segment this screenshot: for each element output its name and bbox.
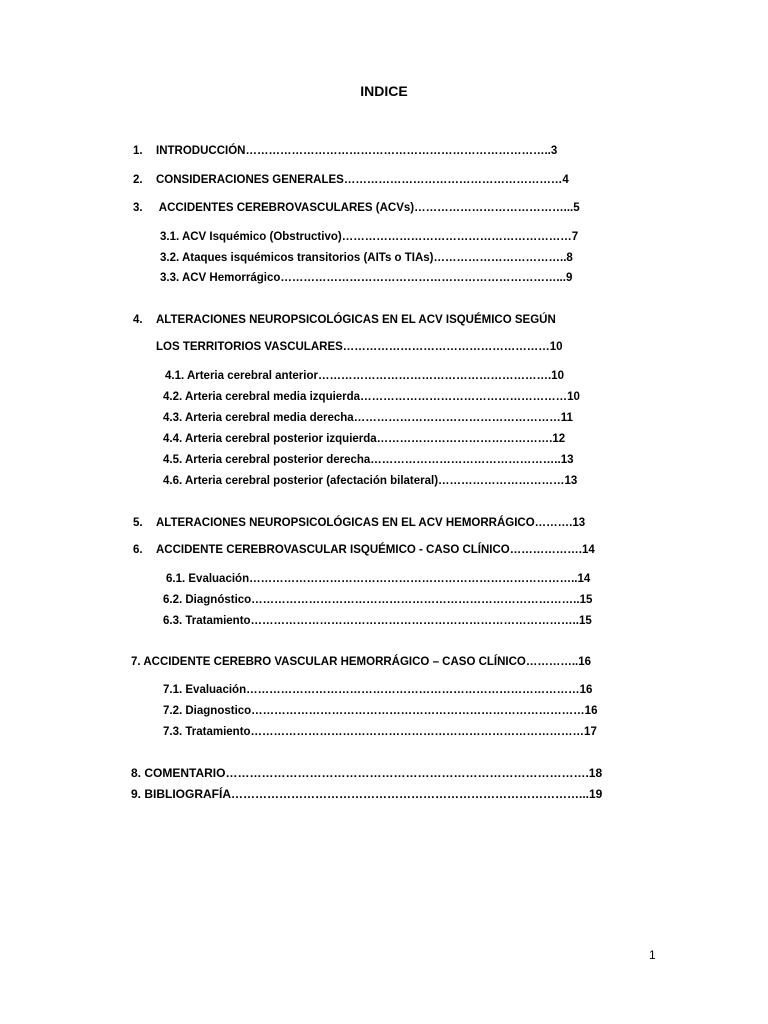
toc-entry-7	[131, 654, 591, 670]
toc-entry-text: 7.3. Tratamiento……………………………………………………………………………17	[163, 726, 597, 738]
toc-entry-text: ACCIDENTES CEREBROVASCULARES (ACVs)…………………………………...5	[156, 202, 580, 214]
toc-entry-text: 8. COMENTARIO……………………………………………………………………………….18	[131, 766, 603, 780]
toc-entry-2	[133, 172, 569, 188]
toc-entry-7-3	[163, 724, 597, 740]
toc-entry-4-6	[163, 473, 577, 489]
toc-entry-text: INTRODUCCIÓN……………………………………………………………………..3	[156, 145, 558, 157]
toc-entry-text: 4.3. Arteria cerebral media derecha………………………………………………11	[163, 412, 573, 424]
toc-entry-3-1	[160, 229, 578, 245]
toc-entry-number: 2.	[133, 174, 143, 186]
toc-entry-7-1	[163, 682, 592, 698]
toc-entry-3-3	[160, 270, 572, 286]
page-number: 1	[649, 948, 656, 962]
toc-entry-text: ACCIDENTE CEREBROVASCULAR ISQUÉMICO - CASO CLÍNICO……………….14	[156, 544, 595, 556]
toc-entry-text: 6.3. Tratamiento…………………………………………………………………………..15	[163, 615, 592, 627]
toc-entry-text: 4.2. Arteria cerebral media izquierda………………………………………………10	[163, 391, 580, 403]
page-title: INDICE	[360, 83, 408, 99]
toc-entry-text: 7. ACCIDENTE CEREBRO VASCULAR HEMORRÁGICO – CASO CLÍNICO…………..16	[131, 656, 592, 668]
toc-entry-text: 6.2. Diagnóstico…………………………………………………………………………..15	[163, 594, 593, 606]
toc-entry-text: 3.1. ACV Isquémico (Obstructivo)……………………………………………………7	[160, 231, 579, 243]
toc-entry-3-2	[160, 250, 573, 266]
toc-entry-4-2	[163, 389, 580, 405]
toc-entry-number: 6.	[133, 544, 143, 556]
toc-entry-text: ALTERACIONES NEUROPSICOLÓGICAS EN EL ACV HEMORRÁGICO……….13	[156, 517, 586, 529]
toc-entry-text: ALTERACIONES NEUROPSICOLÓGICAS EN EL ACV ISQUÉMICO SEGÚN	[156, 314, 556, 326]
toc-entry-text: 4.1. Arteria cerebral anterior…………………………………………………….10	[165, 370, 564, 382]
toc-entry-number: 1.	[133, 145, 143, 157]
toc-entry-4-4	[163, 431, 565, 447]
toc-entry-6-2	[163, 592, 592, 608]
toc-entry-3	[133, 200, 580, 216]
toc-entry-4	[133, 312, 556, 328]
toc-entry-4-3	[163, 410, 573, 426]
toc-entry-8	[131, 765, 602, 781]
toc-entry-6	[133, 542, 595, 558]
toc-entry-text: 6.1. Evaluación…………………………………………………………………………..14	[166, 573, 591, 585]
toc-entry-text: 3.2. Ataques isquémicos transitorios (AITs o TIAs)……………………………..8	[160, 252, 573, 264]
toc-entry-text: CONSIDERACIONES GENERALES…………………………………………………4	[156, 174, 569, 186]
toc-entry-4-1	[165, 368, 564, 384]
toc-entry-number: 4.	[133, 314, 143, 326]
toc-entry-4-cont	[156, 339, 563, 355]
toc-entry-5	[133, 515, 585, 531]
toc-entry-6-1	[166, 571, 590, 587]
toc-entry-4-5	[163, 452, 574, 468]
toc-entry-1	[133, 143, 557, 159]
toc-entry-text: 3.3. ACV Hemorrágico………………………………………………………………...9	[160, 272, 573, 284]
toc-entry-7-2	[163, 703, 597, 719]
toc-entry-text: 4.6. Arteria cerebral posterior (afectación bilateral)……………………………13	[163, 475, 578, 487]
toc-entry-number: 5.	[133, 517, 143, 529]
toc-entry-text: 7.1. Evaluación……………………………………………………………………………16	[163, 684, 593, 696]
toc-entry-text: 4.4. Arteria cerebral posterior izquierda……………………………………….12	[163, 433, 566, 445]
toc-entry-text: LOS TERRITORIOS VASCULARES………………………………………………10	[156, 341, 563, 353]
toc-entry-9	[131, 786, 602, 802]
toc-entry-number: 3.	[133, 202, 143, 214]
toc-entry-text: 7.2. Diagnostico……………………………………………………………………………16	[163, 705, 598, 717]
toc-entry-text: 4.5. Arteria cerebral posterior derecha…………………………………………..13	[163, 454, 574, 466]
toc-entry-text: 9. BIBLIOGRAFÍA……………………………………………………………………………...19	[131, 787, 603, 801]
toc-entry-6-3	[163, 613, 592, 629]
